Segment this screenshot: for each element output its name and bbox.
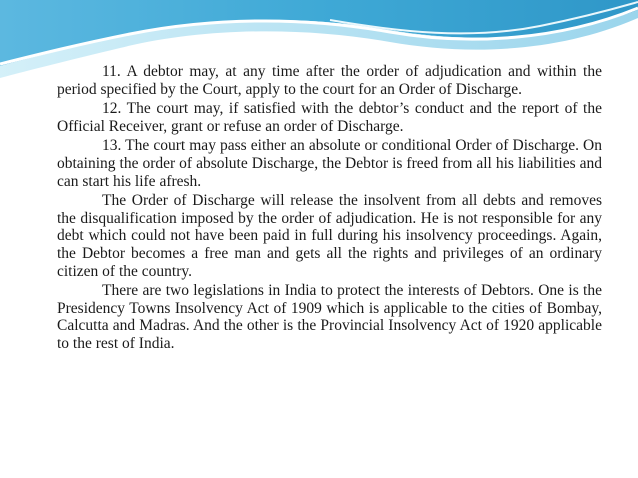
slide-body-text — [57, 63, 602, 355]
paragraph-court-grant-or-refuse: 12. The court may, if satisfied with the debtor’s conduct and the report of the Official Receiver, grant or refuse an order of Discharge. — [57, 100, 602, 135]
paragraph-order-of-discharge-application: 11. A debtor may, at any time after the order of adjudication and within the period specified by the Court, apply to the court for an Order of Discharge. — [57, 63, 602, 98]
paragraph-indian-legislations: There are two legislations in India to protect the interests of Debtors. One is the Presidency Towns Insolvency Act of 1909 which is applicable to the cities of Bombay, Calcutta and Madras. And the other is the Provincial Insolvency Act of 1920 applicable to the rest of India. — [57, 282, 602, 352]
paragraph-effect-of-discharge: The Order of Discharge will release the insolvent from all debts and removes the disqualification imposed by the order of adjudication. He is not responsible for any debt which could not have been paid in full during his insolvency proceedings. Again, the Debtor becomes a free man and gets all the rights and privileges of an ordinary citizen of the country. — [57, 192, 602, 280]
paragraph-absolute-or-conditional-order: 13. The court may pass either an absolute or conditional Order of Discharge. On obtaining the order of absolute Discharge, the Debtor is freed from all his liabilities and can start his life afresh. — [57, 137, 602, 190]
